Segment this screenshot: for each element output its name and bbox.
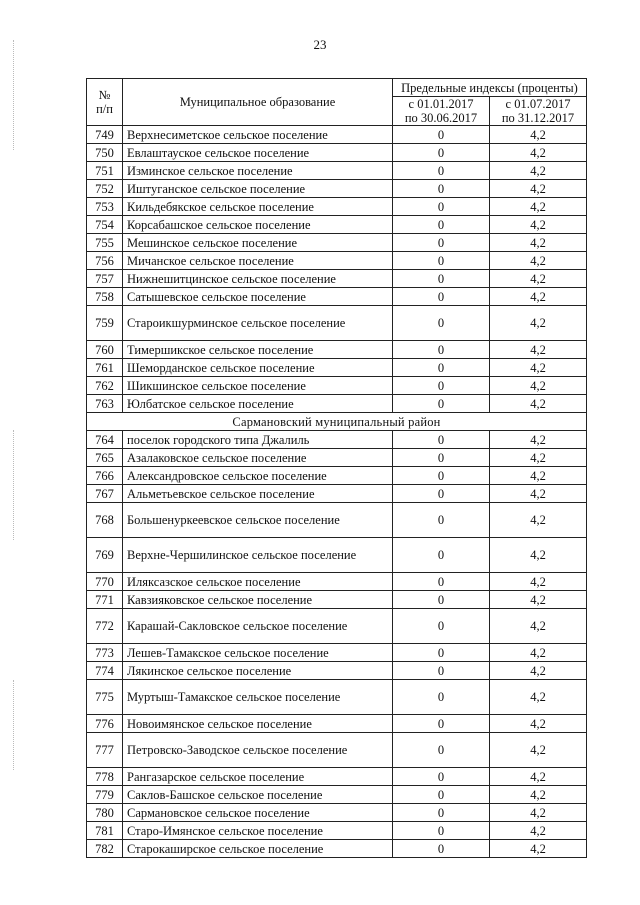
municipality-name: Изминское сельское поселение [123, 162, 393, 180]
municipality-name: Карашай-Сакловское сельское поселение [123, 609, 393, 644]
municipality-name: Большенуркеевское сельское поселение [123, 503, 393, 538]
index-period-1: 0 [393, 288, 490, 306]
municipality-name: Муртыш-Тамакское сельское поселение [123, 680, 393, 715]
row-number: 756 [87, 252, 123, 270]
index-period-1: 0 [393, 359, 490, 377]
municipality-name: Шеморданское сельское поселение [123, 359, 393, 377]
district-row [87, 413, 587, 431]
table-row [87, 662, 587, 680]
table-body-top [87, 126, 587, 413]
index-period-1: 0 [393, 144, 490, 162]
row-number: 765 [87, 449, 123, 467]
index-period-2: 4,2 [490, 144, 587, 162]
table-row [87, 216, 587, 234]
index-period-2: 4,2 [490, 503, 587, 538]
index-period-1: 0 [393, 662, 490, 680]
index-period-1: 0 [393, 538, 490, 573]
row-number: 749 [87, 126, 123, 144]
index-period-1: 0 [393, 377, 490, 395]
table-row [87, 538, 587, 573]
index-period-1: 0 [393, 680, 490, 715]
table-row [87, 270, 587, 288]
table-row [87, 449, 587, 467]
index-period-2: 4,2 [490, 680, 587, 715]
table-row [87, 431, 587, 449]
table-row [87, 840, 587, 858]
table-row [87, 804, 587, 822]
index-period-2: 4,2 [490, 768, 587, 786]
table-row [87, 341, 587, 359]
row-number: 752 [87, 180, 123, 198]
table-header [87, 79, 587, 126]
row-number: 763 [87, 395, 123, 413]
index-period-1: 0 [393, 591, 490, 609]
index-period-2: 4,2 [490, 270, 587, 288]
district-section [87, 413, 587, 431]
row-number: 773 [87, 644, 123, 662]
index-period-2: 4,2 [490, 715, 587, 733]
index-period-2: 4,2 [490, 288, 587, 306]
municipality-name: Юлбатское сельское поселение [123, 395, 393, 413]
table-row [87, 162, 587, 180]
index-period-1: 0 [393, 306, 490, 341]
index-period-2: 4,2 [490, 786, 587, 804]
table-row [87, 180, 587, 198]
row-number: 751 [87, 162, 123, 180]
row-number: 750 [87, 144, 123, 162]
index-period-1: 0 [393, 715, 490, 733]
table-row [87, 126, 587, 144]
table-row [87, 485, 587, 503]
table-row [87, 768, 587, 786]
index-period-2: 4,2 [490, 216, 587, 234]
index-period-2: 4,2 [490, 377, 587, 395]
index-period-2: 4,2 [490, 733, 587, 768]
row-number: 758 [87, 288, 123, 306]
index-period-1: 0 [393, 126, 490, 144]
row-number: 769 [87, 538, 123, 573]
table-row [87, 715, 587, 733]
index-period-2: 4,2 [490, 449, 587, 467]
row-number: 781 [87, 822, 123, 840]
municipality-name: Лякинское сельское поселение [123, 662, 393, 680]
row-number: 760 [87, 341, 123, 359]
index-period-2: 4,2 [490, 180, 587, 198]
row-number: 757 [87, 270, 123, 288]
municipality-name: Корсабашское сельское поселение [123, 216, 393, 234]
index-period-2: 4,2 [490, 359, 587, 377]
table-row [87, 306, 587, 341]
index-period-2: 4,2 [490, 198, 587, 216]
limit-index-table [86, 78, 587, 858]
index-period-1: 0 [393, 644, 490, 662]
index-period-1: 0 [393, 270, 490, 288]
index-period-1: 0 [393, 198, 490, 216]
index-period-2: 4,2 [490, 804, 587, 822]
index-period-1: 0 [393, 573, 490, 591]
table-row [87, 733, 587, 768]
row-number: 775 [87, 680, 123, 715]
table-row [87, 288, 587, 306]
row-number: 754 [87, 216, 123, 234]
index-period-2: 4,2 [490, 644, 587, 662]
row-number: 771 [87, 591, 123, 609]
header-municipality: Муниципальное образование [123, 79, 393, 126]
municipality-name: Мешинское сельское поселение [123, 234, 393, 252]
index-period-2: 4,2 [490, 234, 587, 252]
binding-marks [13, 430, 18, 540]
row-number: 766 [87, 467, 123, 485]
index-period-1: 0 [393, 180, 490, 198]
row-number: 761 [87, 359, 123, 377]
municipality-name: Лешев-Тамакское сельское поселение [123, 644, 393, 662]
table-row [87, 822, 587, 840]
row-number: 782 [87, 840, 123, 858]
row-number: 753 [87, 198, 123, 216]
row-number: 755 [87, 234, 123, 252]
table-row [87, 467, 587, 485]
table-row [87, 573, 587, 591]
municipality-name: Кильдебякское сельское поселение [123, 198, 393, 216]
table-row [87, 198, 587, 216]
municipality-name: Кавзияковское сельское поселение [123, 591, 393, 609]
index-period-2: 4,2 [490, 591, 587, 609]
index-period-2: 4,2 [490, 306, 587, 341]
index-period-2: 4,2 [490, 822, 587, 840]
index-period-2: 4,2 [490, 467, 587, 485]
table-row [87, 234, 587, 252]
row-number: 762 [87, 377, 123, 395]
municipality-name: Азалаковское сельское поселение [123, 449, 393, 467]
row-number: 776 [87, 715, 123, 733]
index-period-1: 0 [393, 234, 490, 252]
index-period-1: 0 [393, 449, 490, 467]
municipality-name: Верхнесиметское сельское поселение [123, 126, 393, 144]
index-period-1: 0 [393, 431, 490, 449]
municipality-name: Мичанское сельское поселение [123, 252, 393, 270]
index-period-2: 4,2 [490, 662, 587, 680]
table-row [87, 591, 587, 609]
municipality-name: Сатышевское сельское поселение [123, 288, 393, 306]
page-number: 23 [313, 37, 327, 52]
table-row [87, 359, 587, 377]
row-number: 770 [87, 573, 123, 591]
municipality-name: Петровско-Заводское сельское поселение [123, 733, 393, 768]
municipality-name: Рангазарское сельское поселение [123, 768, 393, 786]
table-row [87, 252, 587, 270]
index-period-1: 0 [393, 733, 490, 768]
row-number: 768 [87, 503, 123, 538]
index-period-1: 0 [393, 804, 490, 822]
table-row [87, 377, 587, 395]
municipality-name: Тимершикское сельское поселение [123, 341, 393, 359]
municipality-name: Староикшурминское сельское поселение [123, 306, 393, 341]
municipality-name: Сармановское сельское поселение [123, 804, 393, 822]
index-period-1: 0 [393, 395, 490, 413]
header-period-2: с 01.07.2017 по 31.12.2017 [490, 97, 587, 126]
row-number: 759 [87, 306, 123, 341]
index-period-1: 0 [393, 822, 490, 840]
index-period-1: 0 [393, 341, 490, 359]
row-number: 772 [87, 609, 123, 644]
binding-marks [13, 680, 18, 770]
index-period-1: 0 [393, 609, 490, 644]
index-period-2: 4,2 [490, 431, 587, 449]
row-number: 779 [87, 786, 123, 804]
table-row [87, 786, 587, 804]
table-row [87, 609, 587, 644]
index-period-1: 0 [393, 252, 490, 270]
table-row [87, 395, 587, 413]
index-period-1: 0 [393, 162, 490, 180]
index-period-2: 4,2 [490, 341, 587, 359]
index-period-2: 4,2 [490, 395, 587, 413]
index-period-2: 4,2 [490, 126, 587, 144]
municipality-name: Александровское сельское поселение [123, 467, 393, 485]
index-period-2: 4,2 [490, 538, 587, 573]
index-period-1: 0 [393, 485, 490, 503]
municipality-name: Старокаширское сельское поселение [123, 840, 393, 858]
municipality-name: Иляксазское сельское поселение [123, 573, 393, 591]
table-row [87, 144, 587, 162]
municipality-name: Новоимянское сельское поселение [123, 715, 393, 733]
row-number: 780 [87, 804, 123, 822]
row-number: 777 [87, 733, 123, 768]
municipality-name: Иштуганское сельское поселение [123, 180, 393, 198]
index-period-2: 4,2 [490, 573, 587, 591]
index-period-2: 4,2 [490, 162, 587, 180]
table-row [87, 680, 587, 715]
index-period-1: 0 [393, 467, 490, 485]
index-period-1: 0 [393, 216, 490, 234]
index-period-2: 4,2 [490, 840, 587, 858]
header-limit-indices: Предельные индексы (проценты) [393, 79, 587, 97]
header-period-1: с 01.01.2017 по 30.06.2017 [393, 97, 490, 126]
municipality-name: Старо-Имянское сельское поселение [123, 822, 393, 840]
row-number: 764 [87, 431, 123, 449]
index-period-1: 0 [393, 503, 490, 538]
index-period-1: 0 [393, 768, 490, 786]
municipality-name: Нижнешитцинское сельское поселение [123, 270, 393, 288]
index-period-1: 0 [393, 786, 490, 804]
index-period-1: 0 [393, 840, 490, 858]
row-number: 774 [87, 662, 123, 680]
index-period-2: 4,2 [490, 252, 587, 270]
header-number: № п/п [87, 79, 123, 126]
district-heading: Сармановский муниципальный район [87, 413, 587, 431]
index-period-2: 4,2 [490, 485, 587, 503]
municipality-name: Альметьевское сельское поселение [123, 485, 393, 503]
row-number: 767 [87, 485, 123, 503]
municipality-name: Верхне-Чершилинское сельское поселение [123, 538, 393, 573]
municipality-name: Шикшинское сельское поселение [123, 377, 393, 395]
table-row [87, 644, 587, 662]
table-row [87, 503, 587, 538]
row-number: 778 [87, 768, 123, 786]
index-period-2: 4,2 [490, 609, 587, 644]
municipality-name: Саклов-Башское сельское поселение [123, 786, 393, 804]
table-body-bottom [87, 431, 587, 858]
municipality-name: поселок городского типа Джалиль [123, 431, 393, 449]
municipality-name: Евлаштауское сельское поселение [123, 144, 393, 162]
binding-marks [13, 40, 18, 150]
